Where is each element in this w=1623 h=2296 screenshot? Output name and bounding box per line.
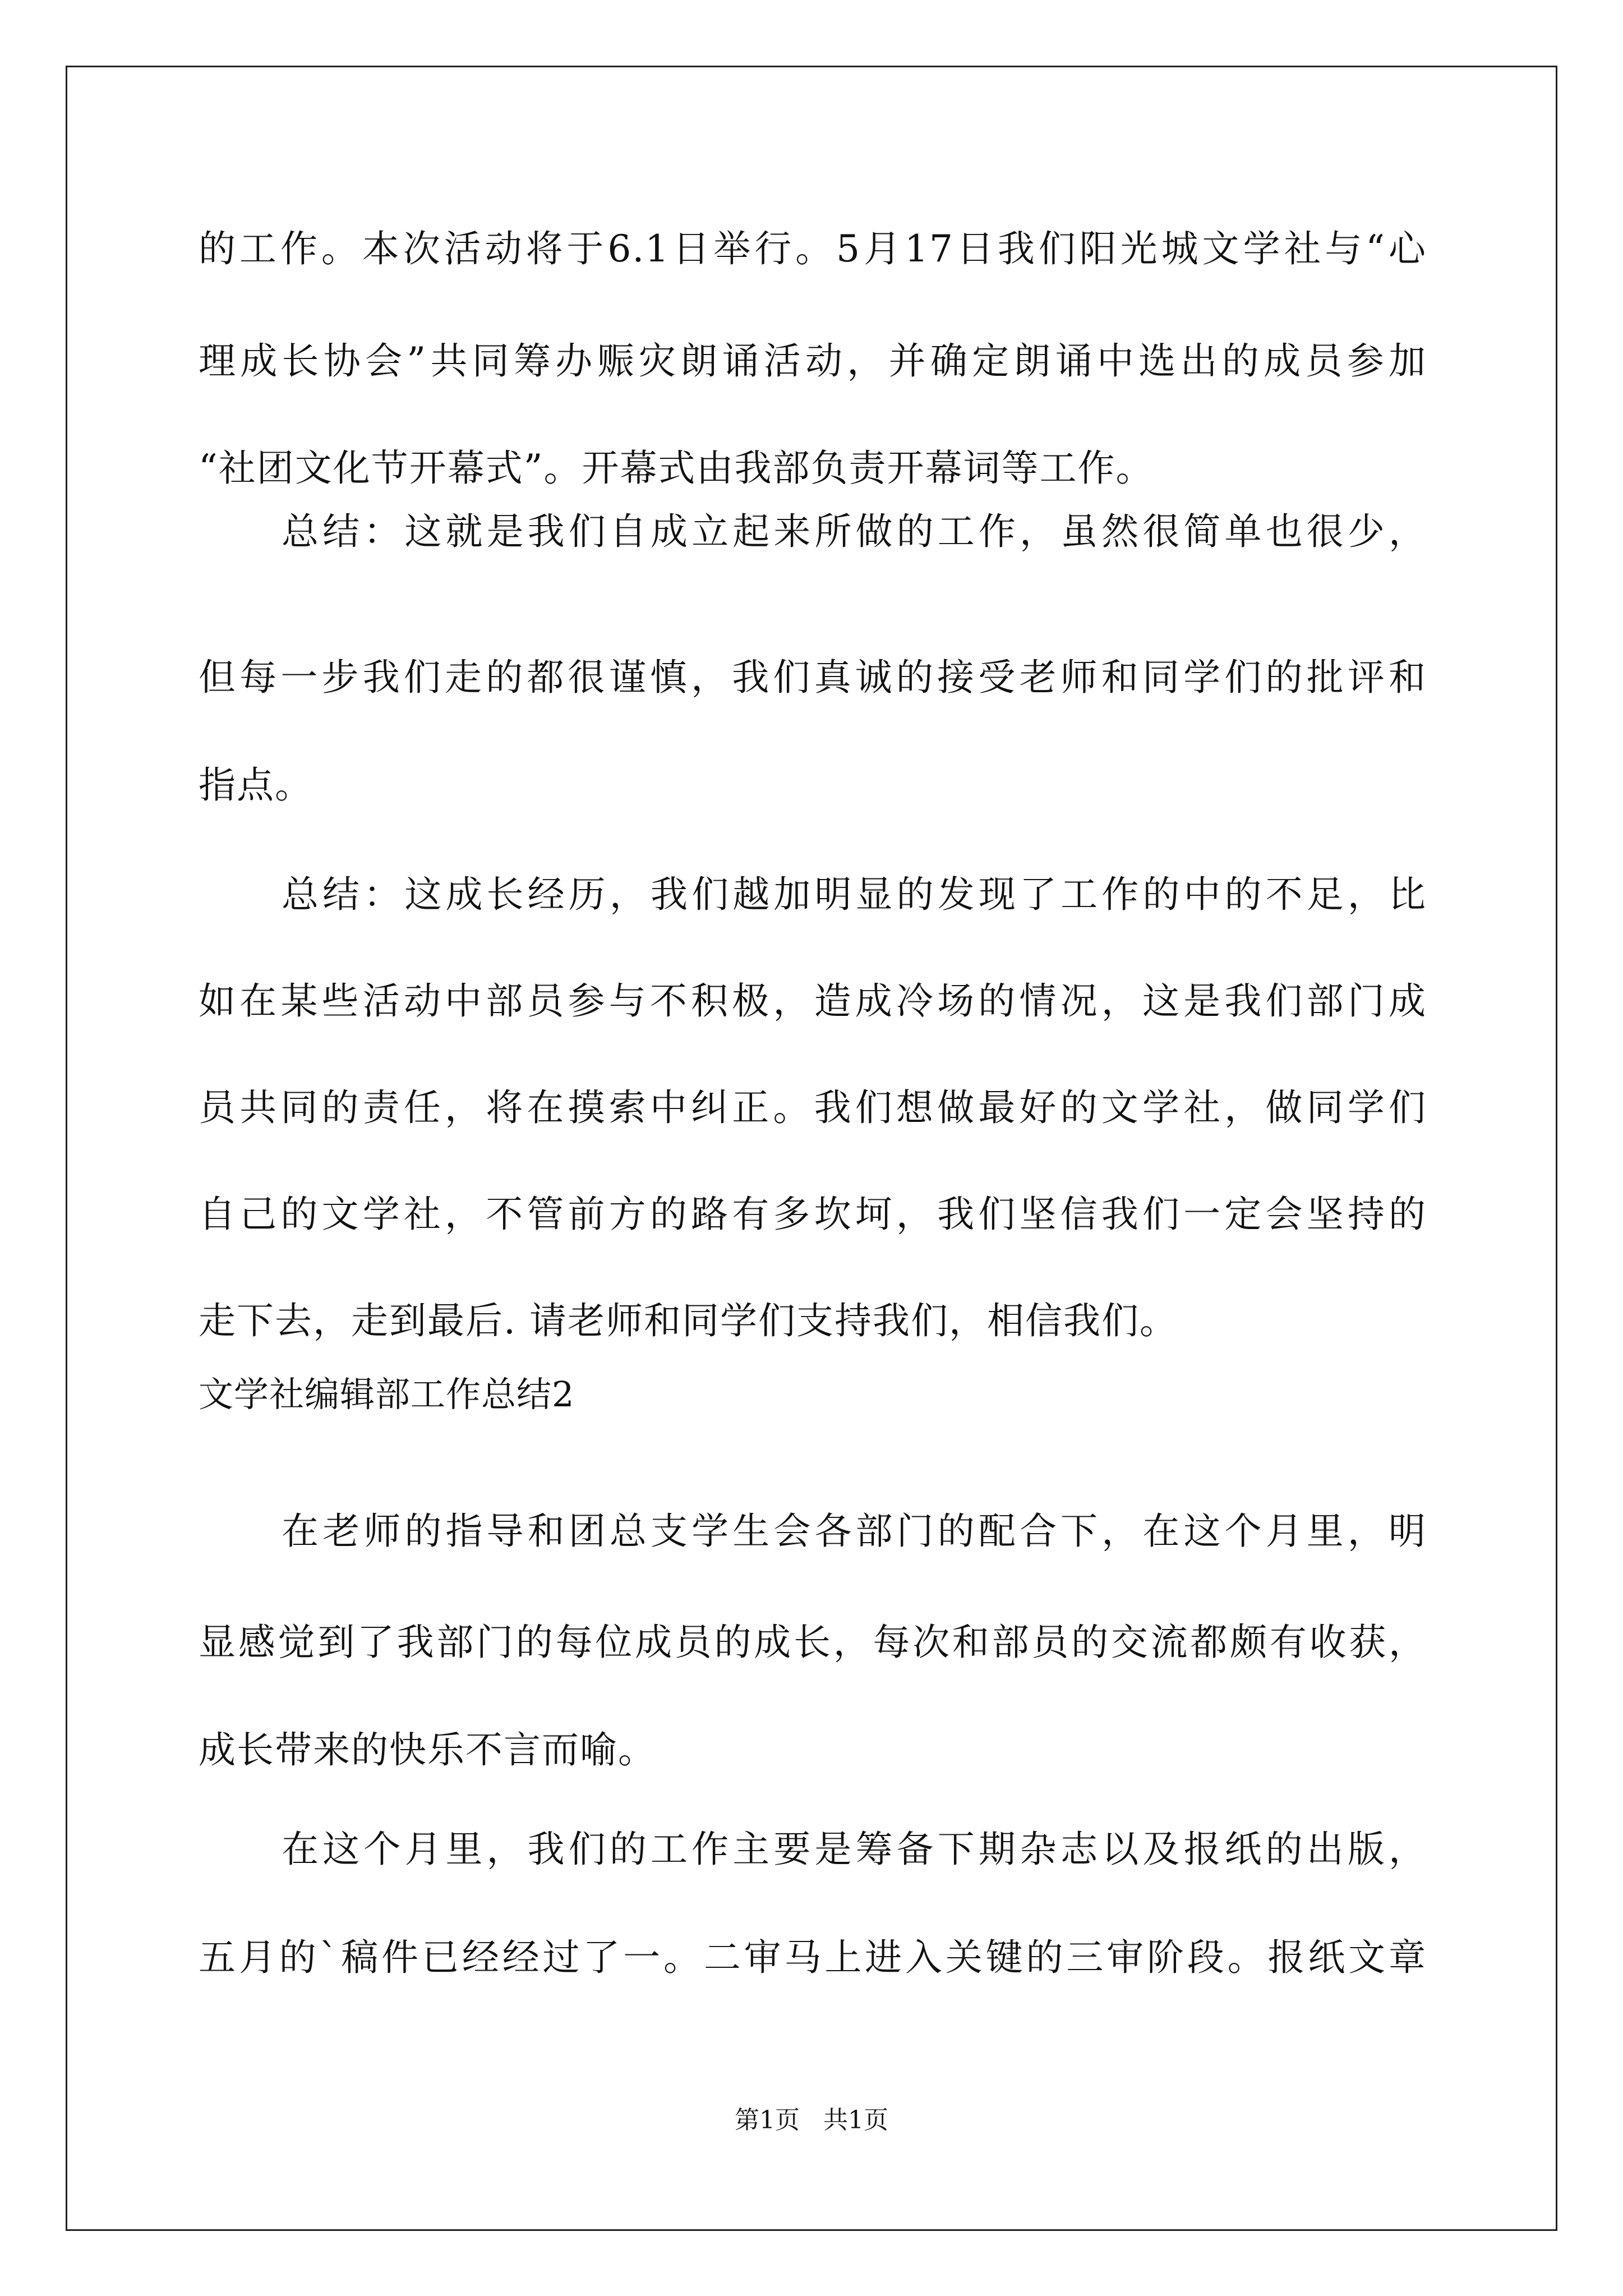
text-line: 理成长协会”共同筹办赈灾朗诵活动，并确定朗诵中选出的成员参加 bbox=[199, 339, 1427, 383]
text-line: 指点。 bbox=[199, 763, 313, 807]
paragraph-first-line: 在这个月里，我们的工作主要是筹备下期杂志以及报纸的出版， bbox=[282, 1828, 1427, 1871]
text-line: 但每一步我们走的都很谨慎，我们真诚的接受老师和同学们的批评和 bbox=[199, 656, 1427, 699]
text-line: 员共同的责任，将在摸索中纠正。我们想做最好的文学社，做同学们 bbox=[199, 1086, 1427, 1129]
text-line: 成长带来的快乐不言而喻。 bbox=[199, 1728, 656, 1772]
page-total: 共1页 bbox=[823, 2106, 888, 2134]
paragraph-first-line: 在老师的指导和团总支学生会各部门的配合下，在这个月里，明 bbox=[282, 1510, 1427, 1553]
page-border bbox=[66, 66, 1557, 2231]
text-line: 的工作。本次活动将于6.1日举行。5月17日我们阳光城文学社与“心 bbox=[199, 227, 1427, 270]
text-line: 走下去，走到最后. 请老师和同学们支持我们，相信我们。 bbox=[199, 1299, 1178, 1342]
paragraph-first-line: 总结：这就是我们自成立起来所做的工作，虽然很简单也很少， bbox=[282, 510, 1427, 553]
text-line: “社团文化节开幕式”。开幕式由我部负责开幕词等工作。 bbox=[199, 447, 1154, 490]
text-line: 如在某些活动中部员参与不积极，造成冷场的情况，这是我们部门成 bbox=[199, 979, 1427, 1023]
text-line: 自己的文学社，不管前方的路有多坎坷，我们坚信我们一定会坚持的 bbox=[199, 1193, 1427, 1236]
section-heading: 文学社编辑部工作总结2 bbox=[199, 1374, 575, 1415]
paragraph-first-line: 总结：这成长经历，我们越加明显的发现了工作的中的不足，比 bbox=[282, 873, 1427, 916]
text-line: 显感觉到了我部门的每位成员的成长，每次和部员的交流都颇有收获， bbox=[199, 1621, 1427, 1664]
page-footer bbox=[0, 2105, 1623, 2136]
text-line: 五月的`稿件已经经过了一。二审马上进入关键的三审阶段。报纸文章 bbox=[199, 1936, 1427, 1979]
page-number: 第1页 bbox=[735, 2106, 800, 2134]
